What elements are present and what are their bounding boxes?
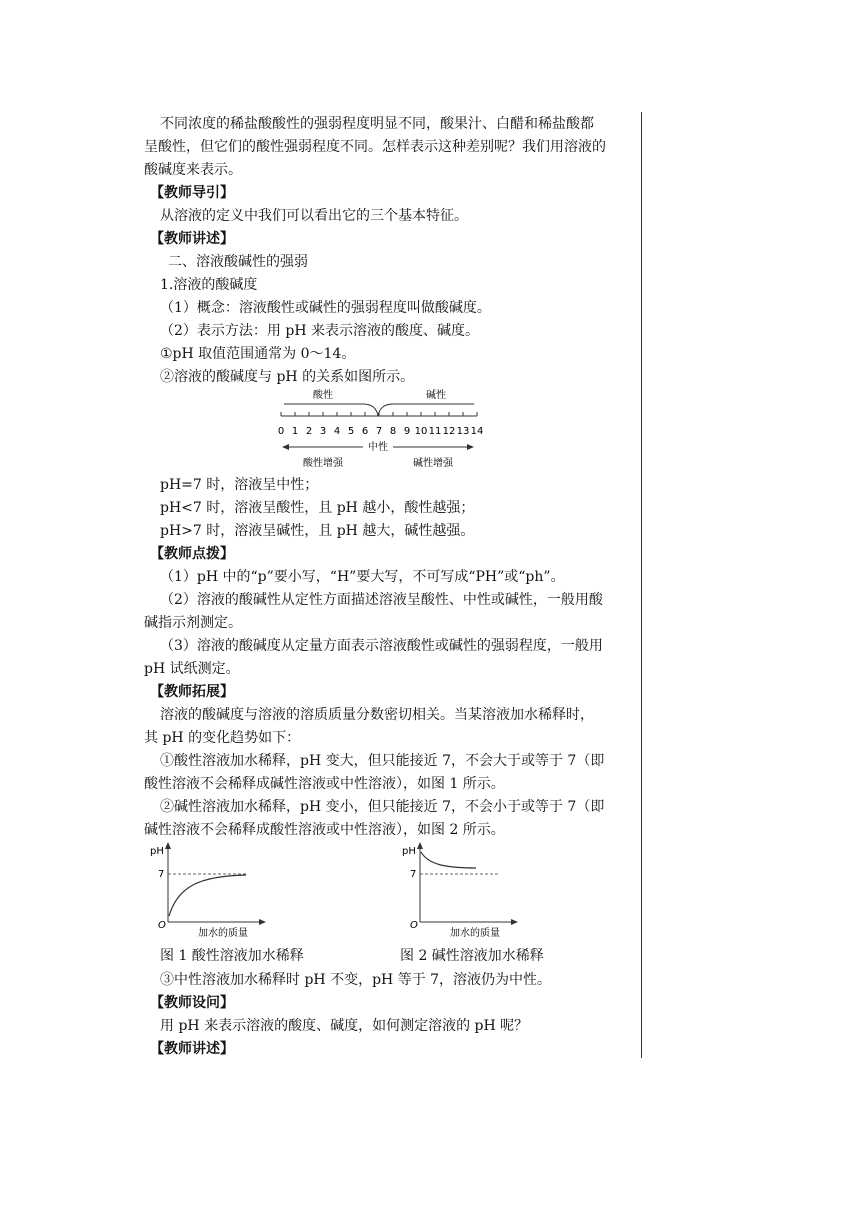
- scale-tick-label: 12: [442, 426, 456, 437]
- section-heading: 【教师设问】: [150, 995, 234, 1011]
- figure-1-caption: 图 1 酸性溶液加水稀释: [160, 948, 304, 964]
- scale-tick-label: 14: [470, 426, 484, 437]
- paragraph-line: pH>7 时，溶液呈碱性，且 pH 越大，碱性越强。: [160, 523, 475, 539]
- tick-labels: [278, 426, 484, 437]
- acid-dilution-curve: [169, 875, 246, 916]
- paragraph-line: ③中性溶液加水稀释时 pH 不变，pH 等于 7，溶液仍为中性。: [160, 972, 552, 988]
- tick-7-label: 7: [158, 869, 165, 880]
- scale-tick-label: 10: [414, 426, 428, 437]
- origin-label: O: [410, 920, 418, 931]
- scale-tick-label: 5: [347, 426, 355, 437]
- paragraph-line: 从溶液的定义中我们可以看出它的三个基本特征。: [160, 208, 468, 224]
- paragraph-line: （2）表示方法：用 pH 来表示溶液的酸度、碱度。: [160, 323, 479, 339]
- paragraph-line: 碱指示剂测定。: [144, 615, 242, 631]
- section-heading: 【教师导引】: [150, 185, 234, 201]
- base-stronger-label: 碱性增强: [413, 458, 453, 469]
- neutral-label: 中性: [368, 442, 388, 453]
- origin-label: O: [158, 920, 166, 931]
- paragraph-line: pH 试纸测定。: [144, 661, 240, 677]
- section-heading: 【教师拓展】: [150, 684, 234, 700]
- scale-tick-label: 3: [319, 426, 327, 437]
- paragraph-line: 其 pH 的变化趋势如下：: [144, 730, 301, 746]
- paragraph-line: ①pH 取值范围通常为 0～14。: [160, 346, 356, 362]
- y-axis-arrow: [417, 842, 423, 849]
- scale-tick-label: 0: [277, 426, 285, 437]
- paragraph-line: 酸碱度来表示。: [144, 162, 242, 178]
- figure-2-base-dilution: [400, 840, 530, 938]
- scale-tick-label: 2: [305, 426, 313, 437]
- y-axis-label: pH: [150, 846, 164, 857]
- scale-tick-label: 7: [375, 426, 383, 437]
- base-brace: [378, 404, 474, 416]
- tick-marks: [281, 412, 477, 416]
- figure-2-caption: 图 2 碱性溶液加水稀释: [400, 948, 544, 964]
- scale-tick-label: 9: [403, 426, 411, 437]
- paragraph-line: 酸性溶液不会稀释成碱性溶液或中性溶液），如图 1 所示。: [144, 776, 505, 792]
- paragraph-line: 呈酸性，但它们的酸性强弱程度不同。怎样表示这种差别呢？我们用溶液的: [144, 139, 606, 155]
- paragraph-line: ②溶液的酸碱度与 pH 的关系如图所示。: [160, 369, 415, 385]
- paragraph-line: ②碱性溶液加水稀释，pH 变小，但只能接近 7，不会小于或等于 7（即: [160, 799, 605, 815]
- base-arrow-head: [467, 444, 474, 450]
- paragraph-line: （2）溶液的酸碱性从定性方面描述溶液呈酸性、中性或碱性，一般用酸: [160, 592, 603, 608]
- scale-tick-label: 11: [428, 426, 442, 437]
- y-axis-arrow: [165, 842, 171, 849]
- figure-1-acid-dilution: [148, 840, 278, 938]
- paragraph-line: 不同浓度的稀盐酸酸性的强弱程度明显不同，酸果汁、白醋和稀盐酸都: [160, 116, 594, 132]
- paragraph-line: ①酸性溶液加水稀释，pH 变大，但只能接近 7，不会大于或等于 7（即: [160, 753, 605, 769]
- scale-tick-label: 4: [333, 426, 341, 437]
- acid-arrow-head: [282, 444, 289, 450]
- paragraph-line: pH=7 时，溶液呈中性；: [160, 477, 319, 493]
- paragraph-line: 1.溶液的酸碱度: [160, 277, 258, 293]
- tick-7-label: 7: [410, 869, 417, 880]
- acid-stronger-label: 酸性增强: [303, 458, 343, 469]
- x-axis-label: 加水的质量: [450, 928, 500, 938]
- scale-tick-label: 6: [361, 426, 369, 437]
- paragraph-line: pH<7 时，溶液呈酸性，且 pH 越小，酸性越强；: [160, 500, 475, 516]
- paragraph-line: 溶液的酸碱度与溶液的溶质质量分数密切相关。当某溶液加水稀释时，: [160, 707, 594, 723]
- base-dilution-curve: [421, 852, 476, 868]
- paragraph-line: 用 pH 来表示溶液的酸度、碱度，如何测定溶液的 pH 呢？: [160, 1018, 529, 1034]
- acid-label: 酸性: [313, 390, 333, 401]
- section-heading: 【教师点拨】: [150, 546, 234, 562]
- scale-tick-label: 8: [389, 426, 397, 437]
- section-heading: 【教师讲述】: [150, 231, 234, 247]
- paragraph-line: （1）pH 中的“p”要小写，“H”要大写，不可写成“PH”或“ph”。: [160, 569, 565, 585]
- scale-tick-label: 13: [456, 426, 470, 437]
- section-heading: 【教师讲述】: [150, 1041, 234, 1057]
- y-axis-label: pH: [402, 846, 416, 857]
- paragraph-line: （3）溶液的酸碱度从定量方面表示溶液酸性或碱性的强弱程度，一般用: [160, 638, 603, 654]
- table-border-right: [641, 112, 642, 1058]
- base-label: 碱性: [426, 390, 446, 401]
- x-axis-arrow: [511, 919, 518, 925]
- paragraph-line: 二、溶液酸碱性的强弱: [168, 254, 308, 270]
- acid-brace: [284, 404, 378, 416]
- paragraph-line: 碱性溶液不会稀释成酸性溶液或中性溶液），如图 2 所示。: [144, 822, 505, 838]
- ph-scale-diagram: [268, 384, 488, 472]
- x-axis-label: 加水的质量: [198, 928, 248, 938]
- scale-tick-label: 1: [291, 426, 299, 437]
- paragraph-line: （1）概念：溶液酸性或碱性的强弱程度叫做酸碱度。: [160, 300, 491, 316]
- x-axis-arrow: [259, 919, 266, 925]
